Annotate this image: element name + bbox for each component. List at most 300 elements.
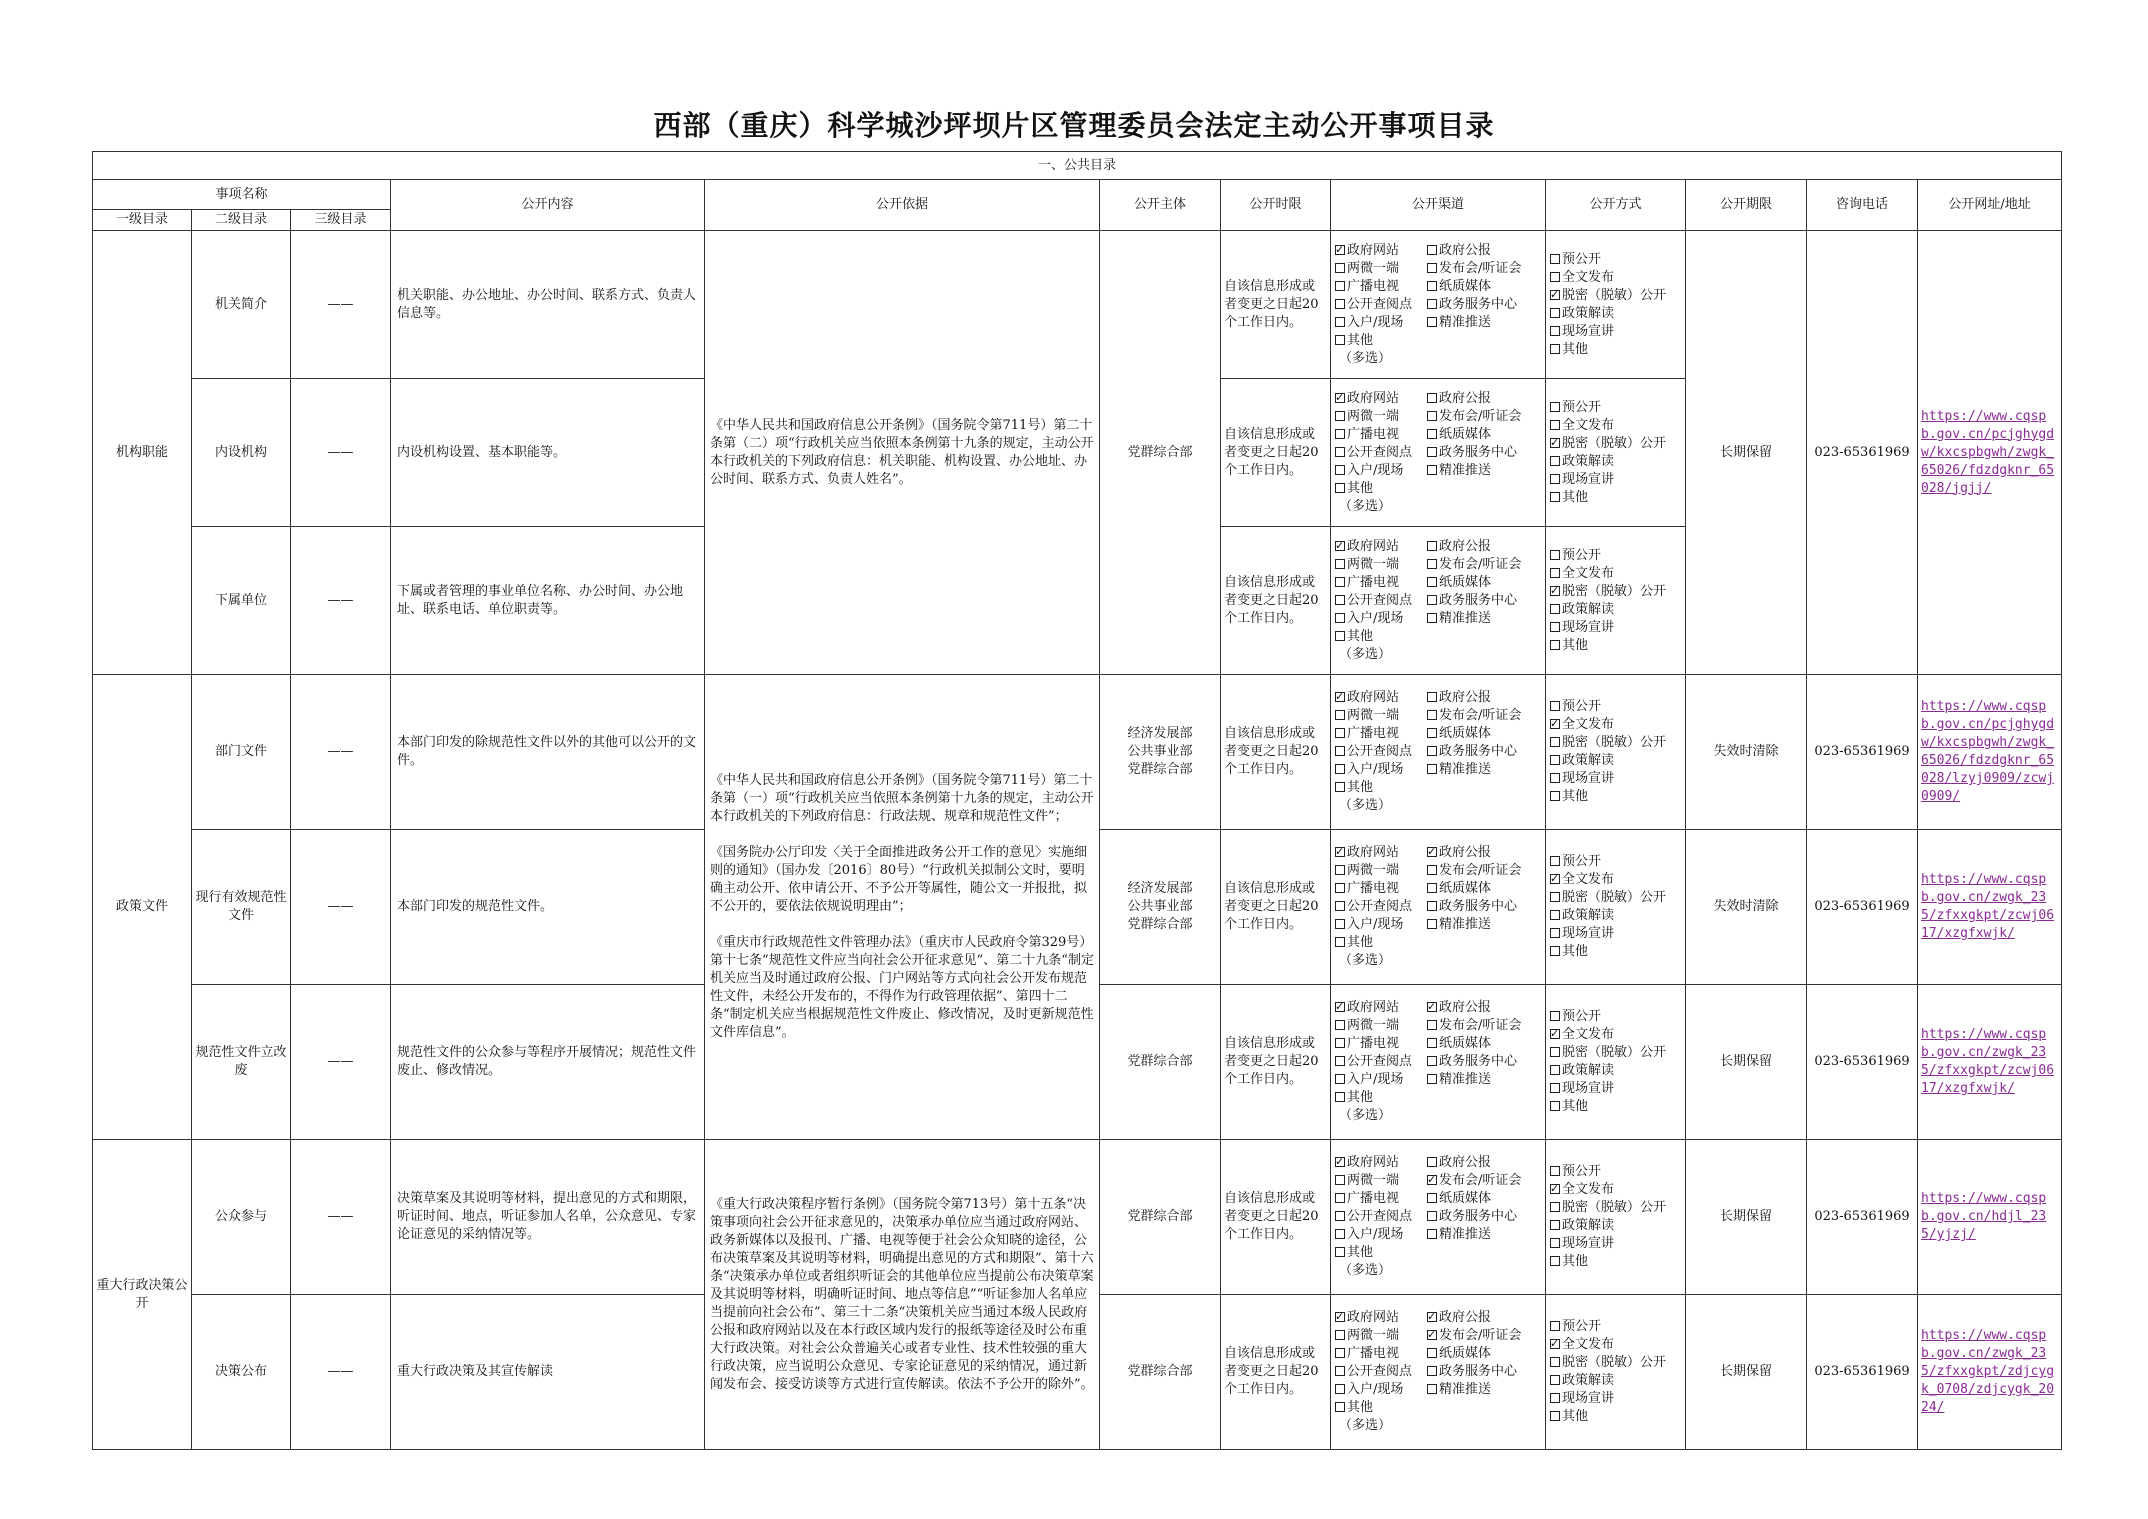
unchecked-box-icon — [1335, 919, 1345, 929]
unchecked-box-icon — [1335, 710, 1345, 720]
unchecked-box-icon — [1335, 263, 1345, 273]
unchecked-box-icon — [1335, 937, 1345, 947]
url-link[interactable]: https://www.cqspb.gov.cn/pcjghygdw/kxcspbgwh/zwgk_65026/fdzdgknr_65028/lzyj0909/zcwj0909/ — [1918, 675, 2062, 830]
level2-cell: 机关简介 — [192, 231, 291, 379]
channel-option — [1427, 1017, 1541, 1035]
option-label: 广播电视 — [1347, 1346, 1400, 1361]
option-label: 政府网站 — [1347, 690, 1400, 705]
level2-cell: 内设机构 — [192, 379, 291, 527]
method-option — [1550, 287, 1681, 305]
option-label: 脱密（脱敏）公开 — [1562, 287, 1667, 303]
channel-option — [1427, 592, 1541, 610]
option-label: 其他 — [1347, 1090, 1374, 1105]
channel-options — [1335, 844, 1541, 952]
method-option — [1550, 752, 1681, 770]
unchecked-box-icon — [1335, 1330, 1345, 1340]
channel-option — [1335, 462, 1427, 480]
option-label: 纸质媒体 — [1439, 1191, 1492, 1206]
unchecked-box-icon — [1427, 595, 1437, 605]
unchecked-box-icon — [1335, 782, 1345, 792]
method-option — [1550, 417, 1681, 435]
url-link[interactable]: https://www.cqspb.gov.cn/pcjghygdw/kxcspbgwh/zwgk_65026/fdzdgknr_65028/jgjj/ — [1918, 231, 2062, 675]
method-option — [1550, 565, 1681, 583]
channel-option — [1427, 444, 1541, 462]
level1-cell: 政策文件 — [93, 675, 192, 1140]
option-label: 广播电视 — [1347, 426, 1400, 442]
option-label: 纸质媒体 — [1439, 574, 1492, 590]
method-option — [1550, 1062, 1681, 1080]
subject-cell: 经济发展部 公共事业部 党群综合部 — [1100, 675, 1221, 830]
option-label: 政策解读 — [1562, 305, 1615, 321]
option-label: 发布会/听证会 — [1439, 1018, 1522, 1033]
option-label: 其他 — [1562, 637, 1589, 653]
unchecked-box-icon — [1335, 429, 1345, 439]
option-label: 现场宣讲 — [1562, 771, 1615, 786]
unchecked-box-icon — [1335, 447, 1345, 457]
channel-option — [1427, 1154, 1541, 1172]
option-label: 纸质媒体 — [1439, 881, 1492, 896]
channel-option — [1427, 242, 1541, 260]
option-label: 入户/现场 — [1347, 1227, 1404, 1242]
unchecked-box-icon — [1335, 1366, 1345, 1376]
channel-options — [1335, 1309, 1541, 1417]
unchecked-box-icon — [1427, 245, 1437, 255]
option-label: 入户/现场 — [1347, 1382, 1404, 1397]
option-label: 精准推送 — [1439, 762, 1492, 777]
channel-option — [1335, 1017, 1427, 1035]
period-cell: 长期保留 — [1686, 985, 1807, 1140]
option-label: 其他 — [1347, 628, 1374, 644]
content-cell: 本部门印发的规范性文件。 — [391, 830, 705, 985]
option-label: 其他 — [1347, 1245, 1374, 1260]
unchecked-box-icon — [1550, 1083, 1560, 1093]
unchecked-box-icon — [1335, 299, 1345, 309]
phone-cell: 023-65361969 — [1807, 830, 1918, 985]
option-label: 发布会/听证会 — [1439, 260, 1522, 276]
period-cell: 失效时清除 — [1686, 675, 1807, 830]
unchecked-box-icon — [1427, 1074, 1437, 1084]
option-label: 政务服务中心 — [1439, 1209, 1518, 1224]
checked-box-icon — [1550, 1184, 1560, 1194]
option-label: 公开查阅点 — [1347, 1209, 1413, 1224]
unchecked-box-icon — [1335, 746, 1345, 756]
subject-cell: 党群综合部 — [1100, 1295, 1221, 1450]
level3-cell: —— — [291, 675, 391, 830]
channel-option — [1427, 556, 1541, 574]
method-option — [1550, 435, 1681, 453]
unchecked-box-icon — [1427, 263, 1437, 273]
section-title: 一、公共目录 — [93, 152, 2062, 180]
channel-options — [1335, 242, 1541, 350]
option-label: 预公开 — [1562, 547, 1602, 563]
checked-box-icon — [1335, 692, 1345, 702]
checked-box-icon — [1427, 1002, 1437, 1012]
unchecked-box-icon — [1550, 1238, 1560, 1248]
option-label: 预公开 — [1562, 1009, 1602, 1024]
channel-option — [1427, 1327, 1541, 1345]
content-cell: 机关职能、办公地址、办公时间、联系方式、负责人信息等。 — [391, 231, 705, 379]
level2-cell: 公众参与 — [192, 1140, 291, 1295]
unchecked-box-icon — [1335, 317, 1345, 327]
option-label: 精准推送 — [1439, 1227, 1492, 1242]
unchecked-box-icon — [1335, 631, 1345, 641]
unchecked-box-icon — [1427, 901, 1437, 911]
channel-option — [1427, 1035, 1541, 1053]
time-limit-cell: 自该信息形成或者变更之日起20个工作日内。 — [1221, 830, 1331, 985]
content-cell: 下属或者管理的事业单位名称、办公时间、办公地址、联系电话、单位职责等。 — [391, 527, 705, 675]
checked-box-icon — [1335, 393, 1345, 403]
channel-options — [1335, 538, 1541, 646]
channels-cell — [1331, 231, 1546, 379]
unchecked-box-icon — [1550, 1357, 1560, 1367]
option-label: 脱密（脱敏）公开 — [1562, 583, 1667, 599]
unchecked-box-icon — [1335, 335, 1345, 345]
channel-option — [1335, 480, 1427, 498]
channel-option — [1427, 538, 1541, 556]
unchecked-box-icon — [1550, 1393, 1560, 1403]
channel-option — [1427, 1345, 1541, 1363]
unchecked-box-icon — [1550, 326, 1560, 336]
option-label: 预公开 — [1562, 854, 1602, 869]
unchecked-box-icon — [1550, 474, 1560, 484]
checked-box-icon — [1550, 586, 1560, 596]
unchecked-box-icon — [1427, 1348, 1437, 1358]
option-label: 政策解读 — [1562, 1373, 1615, 1388]
method-option — [1550, 399, 1681, 417]
option-label: 两微一端 — [1347, 1018, 1400, 1033]
unchecked-box-icon — [1335, 1229, 1345, 1239]
header-level1: 一级目录 — [93, 210, 192, 231]
unchecked-box-icon — [1550, 1047, 1560, 1057]
unchecked-box-icon — [1550, 308, 1560, 318]
option-label: 两微一端 — [1347, 408, 1400, 424]
content-cell: 内设机构设置、基本职能等。 — [391, 379, 705, 527]
channel-option — [1427, 1381, 1541, 1399]
time-limit-cell: 自该信息形成或者变更之日起20个工作日内。 — [1221, 675, 1331, 830]
disclosure-catalog-table — [92, 151, 2062, 1450]
channel-option — [1335, 390, 1427, 408]
multi-select-note: （多选） — [1339, 350, 1392, 366]
channel-option — [1427, 707, 1541, 725]
channel-option — [1427, 1190, 1541, 1208]
option-label: 广播电视 — [1347, 1036, 1400, 1051]
channel-option — [1427, 725, 1541, 743]
basis-cell: 《中华人民共和国政府信息公开条例》（国务院令第711号）第二十条第（二）项“行政机关应当依照本条例第十九条的规定，主动公开本行政机关的下列政府信息：机关职能、机构设置、办公地址、办公时间、联系方式、负责人姓名”。 — [705, 231, 1100, 675]
unchecked-box-icon — [1427, 299, 1437, 309]
option-label: 脱密（脱敏）公开 — [1562, 890, 1667, 905]
unchecked-box-icon — [1550, 791, 1560, 801]
channel-option — [1427, 296, 1541, 314]
channel-options — [1335, 1154, 1541, 1262]
channel-option — [1335, 844, 1427, 862]
unchecked-box-icon — [1335, 281, 1345, 291]
method-option — [1550, 1372, 1681, 1390]
checked-box-icon — [1550, 1339, 1560, 1349]
phone-cell: 023-65361969 — [1807, 985, 1918, 1140]
unchecked-box-icon — [1335, 613, 1345, 623]
option-label: 其他 — [1347, 1400, 1374, 1415]
unchecked-box-icon — [1335, 1348, 1345, 1358]
option-label: 全文发布 — [1562, 1182, 1615, 1197]
channel-option — [1427, 916, 1541, 934]
level3-cell: —— — [291, 231, 391, 379]
option-label: 预公开 — [1562, 699, 1602, 714]
method-option — [1550, 889, 1681, 907]
level2-cell: 规范性文件立改废 — [192, 985, 291, 1140]
method-option — [1550, 489, 1681, 507]
method-option — [1550, 305, 1681, 323]
basis-cell: 《中华人民共和国政府信息公开条例》（国务院令第711号）第二十条第（一）项“行政机关应当依照本条例第十九条的规定，主动公开本行政机关的下列政府信息：行政法规、规章和规范性文件”； 《国务院办公厅印发〈关于全面推进政务公开工作的意见〉实施细则的通知》（国办发〔2016〕80号）“行政机关拟制公文时，要明确主动公开、依申请公开、不予公开等属性，随公文一并报批，拟不公开的，要依法依规说明理由”； 《重庆市行政规范性文件管理办法》（重庆市人民政府令第329号）第十七条“规范性文件应当向社会公开征求意见”、第二十九条“制定机关应当及时通过政府公报、门户网站等方式向社会公开发布规范性文件，未经公开发布的，不得作为行政管理依据”、第四十二条“制定机关应当根据规范性文件废止、修改情况，及时更新规范性文件库信息”。 — [705, 675, 1100, 1140]
checked-box-icon — [1335, 245, 1345, 255]
option-label: 广播电视 — [1347, 726, 1400, 741]
unchecked-box-icon — [1335, 1020, 1345, 1030]
option-label: 发布会/听证会 — [1439, 863, 1522, 878]
checked-box-icon — [1550, 438, 1560, 448]
header-method: 公开方式 — [1546, 180, 1686, 231]
method-option — [1550, 925, 1681, 943]
level3-cell: —— — [291, 830, 391, 985]
unchecked-box-icon — [1427, 1157, 1437, 1167]
option-label: 入户/现场 — [1347, 917, 1404, 932]
channel-option — [1335, 1381, 1427, 1399]
method-option — [1550, 637, 1681, 655]
level3-cell: —— — [291, 1140, 391, 1295]
option-label: 脱密（脱敏）公开 — [1562, 1355, 1667, 1370]
option-label: 政府公报 — [1439, 1000, 1492, 1015]
level2-cell: 决策公布 — [192, 1295, 291, 1450]
period-cell: 长期保留 — [1686, 1295, 1807, 1450]
level2-cell: 部门文件 — [192, 675, 291, 830]
method-option — [1550, 716, 1681, 734]
method-option — [1550, 1235, 1681, 1253]
method-cell — [1546, 985, 1686, 1140]
multi-select-note: （多选） — [1339, 1263, 1392, 1278]
checked-box-icon — [1550, 1029, 1560, 1039]
option-label: 全文发布 — [1562, 417, 1615, 433]
channel-option — [1427, 462, 1541, 480]
method-option — [1550, 907, 1681, 925]
unchecked-box-icon — [1550, 344, 1560, 354]
channel-option — [1427, 898, 1541, 916]
time-limit-cell: 自该信息形成或者变更之日起20个工作日内。 — [1221, 379, 1331, 527]
option-label: 政府公报 — [1439, 538, 1492, 554]
unchecked-box-icon — [1427, 1211, 1437, 1221]
method-option — [1550, 1318, 1681, 1336]
header-basis: 公开依据 — [705, 180, 1100, 231]
channel-option — [1335, 689, 1427, 707]
channel-option — [1335, 1363, 1427, 1381]
time-limit-cell: 自该信息形成或者变更之日起20个工作日内。 — [1221, 527, 1331, 675]
option-label: 政务服务中心 — [1439, 444, 1518, 460]
method-option — [1550, 453, 1681, 471]
unchecked-box-icon — [1550, 1375, 1560, 1385]
method-option — [1550, 788, 1681, 806]
level1-cell: 重大行政决策公开 — [93, 1140, 192, 1450]
unchecked-box-icon — [1427, 281, 1437, 291]
option-label: 预公开 — [1562, 1319, 1602, 1334]
unchecked-box-icon — [1427, 1229, 1437, 1239]
checked-box-icon — [1427, 1330, 1437, 1340]
option-label: 全文发布 — [1562, 1337, 1615, 1352]
option-label: 入户/现场 — [1347, 314, 1404, 330]
unchecked-box-icon — [1550, 1256, 1560, 1266]
option-label: 发布会/听证会 — [1439, 1173, 1522, 1188]
channels-cell — [1331, 527, 1546, 675]
content-cell: 重大行政决策及其宣传解读 — [391, 1295, 705, 1450]
channel-option — [1427, 278, 1541, 296]
unchecked-box-icon — [1427, 1020, 1437, 1030]
option-label: 精准推送 — [1439, 610, 1492, 626]
channel-option — [1427, 1363, 1541, 1381]
option-label: 入户/现场 — [1347, 462, 1404, 478]
unchecked-box-icon — [1335, 728, 1345, 738]
unchecked-box-icon — [1427, 613, 1437, 623]
phone-cell: 023-65361969 — [1807, 675, 1918, 830]
phone-cell: 023-65361969 — [1807, 1140, 1918, 1295]
channel-option — [1335, 862, 1427, 880]
checked-box-icon — [1335, 847, 1345, 857]
option-label: 现场宣讲 — [1562, 471, 1615, 487]
channel-option — [1335, 426, 1427, 444]
option-label: 广播电视 — [1347, 881, 1400, 896]
unchecked-box-icon — [1335, 1074, 1345, 1084]
channel-option — [1335, 1327, 1427, 1345]
subject-cell: 党群综合部 — [1100, 231, 1221, 675]
option-label: 现场宣讲 — [1562, 1081, 1615, 1096]
option-label: 发布会/听证会 — [1439, 708, 1522, 723]
method-option — [1550, 1008, 1681, 1026]
option-label: 两微一端 — [1347, 863, 1400, 878]
channel-option — [1335, 332, 1427, 350]
method-option — [1550, 1253, 1681, 1271]
unchecked-box-icon — [1550, 1220, 1560, 1230]
table-row — [93, 1140, 2062, 1295]
channel-option — [1335, 707, 1427, 725]
channel-option — [1335, 999, 1427, 1017]
unchecked-box-icon — [1335, 595, 1345, 605]
unchecked-box-icon — [1427, 764, 1437, 774]
unchecked-box-icon — [1427, 577, 1437, 587]
method-cell — [1546, 379, 1686, 527]
unchecked-box-icon — [1427, 465, 1437, 475]
method-cell — [1546, 675, 1686, 830]
option-label: 政策解读 — [1562, 1063, 1615, 1078]
channel-option — [1427, 844, 1541, 862]
channels-cell — [1331, 985, 1546, 1140]
content-cell: 本部门印发的除规范性文件以外的其他可以公开的文件。 — [391, 675, 705, 830]
channel-option — [1335, 444, 1427, 462]
option-label: 两微一端 — [1347, 1173, 1400, 1188]
subject-cell: 党群综合部 — [1100, 985, 1221, 1140]
header-period: 公开期限 — [1686, 180, 1807, 231]
option-label: 预公开 — [1562, 251, 1602, 267]
channel-option — [1335, 1345, 1427, 1363]
option-label: 入户/现场 — [1347, 762, 1404, 777]
unchecked-box-icon — [1335, 577, 1345, 587]
option-label: 纸质媒体 — [1439, 1036, 1492, 1051]
option-label: 其他 — [1347, 780, 1374, 795]
channel-option — [1335, 934, 1427, 952]
channel-option — [1335, 1244, 1427, 1262]
option-label: 两微一端 — [1347, 708, 1400, 723]
level3-cell: —— — [291, 379, 391, 527]
unchecked-box-icon — [1427, 429, 1437, 439]
option-label: 发布会/听证会 — [1439, 1328, 1522, 1343]
subject-cell: 党群综合部 — [1100, 1140, 1221, 1295]
channel-option — [1335, 1053, 1427, 1071]
method-option — [1550, 871, 1681, 889]
url-link[interactable]: https://www.cqspb.gov.cn/zwgk_235/zfxxgkpt/zcwj0617/xzgfxwjk/ — [1918, 985, 2062, 1140]
method-option — [1550, 734, 1681, 752]
unchecked-box-icon — [1550, 622, 1560, 632]
checked-box-icon — [1427, 1175, 1437, 1185]
option-label: 全文发布 — [1562, 269, 1615, 285]
unchecked-box-icon — [1335, 901, 1345, 911]
channel-option — [1335, 408, 1427, 426]
url-link[interactable]: https://www.cqspb.gov.cn/zwgk_235/zfxxgkpt/zdjcygk_0708/zdjcygk_2024/ — [1918, 1295, 2062, 1450]
checked-box-icon — [1427, 847, 1437, 857]
channel-option — [1427, 689, 1541, 707]
option-label: 广播电视 — [1347, 574, 1400, 590]
option-label: 两微一端 — [1347, 260, 1400, 276]
option-label: 精准推送 — [1439, 1072, 1492, 1087]
checked-box-icon — [1427, 1312, 1437, 1322]
checked-box-icon — [1335, 541, 1345, 551]
option-label: 其他 — [1562, 1099, 1589, 1114]
option-label: 公开查阅点 — [1347, 744, 1413, 759]
unchecked-box-icon — [1335, 1175, 1345, 1185]
channel-option — [1335, 1399, 1427, 1417]
option-label: 入户/现场 — [1347, 610, 1404, 626]
level3-cell: —— — [291, 1295, 391, 1450]
option-label: 广播电视 — [1347, 1191, 1400, 1206]
unchecked-box-icon — [1335, 483, 1345, 493]
url-link[interactable]: https://www.cqspb.gov.cn/hdjl_235/yjzj/ — [1918, 1140, 2062, 1295]
table-row — [93, 231, 2062, 379]
channel-option — [1335, 743, 1427, 761]
method-option — [1550, 471, 1681, 489]
unchecked-box-icon — [1550, 568, 1560, 578]
channel-option — [1335, 592, 1427, 610]
option-label: 政策解读 — [1562, 1218, 1615, 1233]
header-channels: 公开渠道 — [1331, 180, 1546, 231]
channel-option — [1335, 1208, 1427, 1226]
unchecked-box-icon — [1335, 865, 1345, 875]
unchecked-box-icon — [1335, 1056, 1345, 1066]
option-label: 精准推送 — [1439, 462, 1492, 478]
multi-select-note: （多选） — [1339, 646, 1392, 662]
option-label: 政府公报 — [1439, 845, 1492, 860]
channel-option — [1335, 260, 1427, 278]
url-link[interactable]: https://www.cqspb.gov.cn/zwgk_235/zfxxgkpt/zcwj0617/xzgfxwjk/ — [1918, 830, 2062, 985]
unchecked-box-icon — [1335, 411, 1345, 421]
method-option — [1550, 1390, 1681, 1408]
checked-box-icon — [1550, 290, 1560, 300]
option-label: 公开查阅点 — [1347, 296, 1413, 312]
option-label: 政府公报 — [1439, 1310, 1492, 1325]
unchecked-box-icon — [1335, 1402, 1345, 1412]
option-label: 预公开 — [1562, 1164, 1602, 1179]
method-cell — [1546, 830, 1686, 985]
method-option — [1550, 269, 1681, 287]
unchecked-box-icon — [1550, 1101, 1560, 1111]
unchecked-box-icon — [1335, 883, 1345, 893]
unchecked-box-icon — [1335, 559, 1345, 569]
channel-option — [1335, 1071, 1427, 1089]
unchecked-box-icon — [1550, 420, 1560, 430]
method-option — [1550, 698, 1681, 716]
unchecked-box-icon — [1550, 456, 1560, 466]
